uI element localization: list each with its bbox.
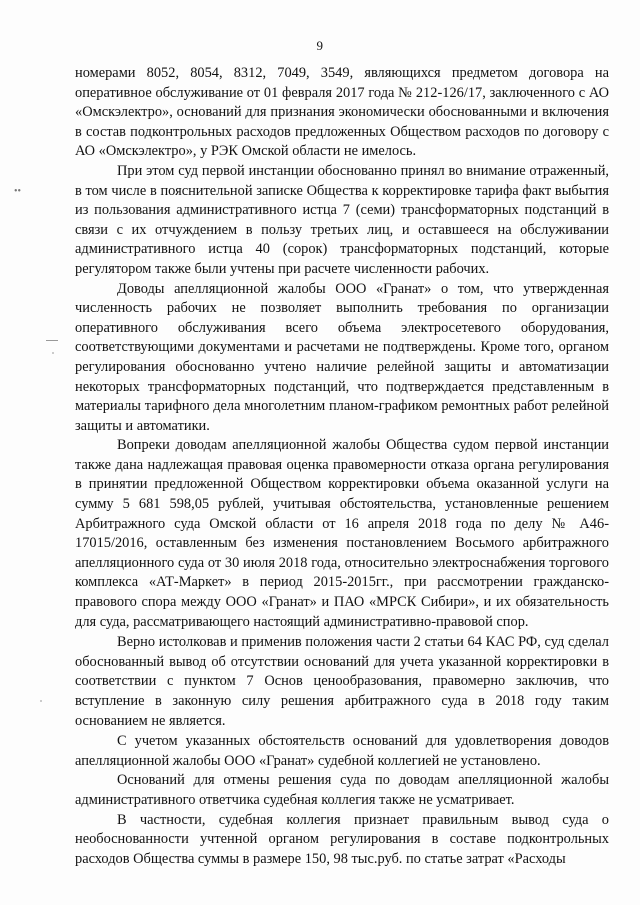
scan-speck	[40, 700, 42, 702]
page-number: 9	[316, 38, 324, 53]
paragraph-1: номерами 8052, 8054, 8312, 7049, 3549, являющихся предметом договора на оперативное обслуживание от 01 февраля 2017 года № 212-126/17, заключенного с АО «Омскэлектро», оснований для признания экономически обоснованными и включения в состав подконтрольных расходов предложенных Обществом расходов по договору с АО «Омскэлектро», у РЭК Омской области не имелось.	[75, 65, 609, 160]
paragraph-2: При этом суд первой инстанции обоснованно принял во внимание отраженный, в том числе в пояснительной записке Общества к корректировке тарифа факт выбытия из пользования административного истца 7 (семи) трансформаторных подстанций в связи с их отчуждением в пользу третьих лиц, и оставшееся на обслуживании административного истца 40 (сорок) трансформаторных подстанций, которые регулятором также были учтены при расчете численности рабочих.	[75, 162, 609, 277]
paragraph-5: Верно истолковав и применив положения части 2 статьи 64 КАС РФ, суд сделал обоснованный вывод об отсутствии оснований для учета указанной корректировки в соответствии с пунктом 7 Основ ценообразования, правомерно заключив, что вступление в законную силу решения арбитражного суда в 2018 году таким основанием не является.	[75, 634, 609, 729]
paragraph-8: В частности, судебная коллегия признает правильным вывод суда о необоснованности учтенной органом регулирования в составе подконтрольных расходов Общества суммы в размере 150, 98 тыс.руб. по статье затрат «Расходы	[75, 811, 609, 867]
paragraph-6: С учетом указанных обстоятельств оснований для удовлетворения доводов апелляционной жалобы ООО «Гранат» судебной коллегией не установлено.	[75, 733, 609, 769]
margin-dash	[46, 340, 58, 341]
document-body	[75, 64, 609, 869]
paragraph-3: Доводы апелляционной жалобы ООО «Гранат» о том, что утвержденная численность рабочих не позволяет выполнить требования по организации оперативного обслуживания всего объема электросетевого оборудования, соответствующими документами и расчетами не подтверждены. Кроме того, органом регулирования обоснованно учтено наличие релейной защиты и автоматизации некоторых трансформаторных подстанций, что подтверждается представленным в материалы тарифного дела многолетним планом-графиком ремонтных работ релейной защиты и автоматики.	[75, 280, 609, 434]
paragraph-7: Оснований для отмены решения суда по доводам апелляционной жалобы административного ответчика судебная коллегия также не усматривает.	[75, 772, 609, 808]
margin-mark: ••	[14, 186, 22, 197]
paragraph-4: Вопреки доводам апелляционной жалобы Общества судом первой инстанции также дана надлежащая правовая оценка правомерности отказа органа регулирования в принятии предложенной Обществом корректировки объема оказанной услуги на сумму 5 681 598,05 рублей, учитывая обстоятельства, установленные решением Арбитражного суда Омской области от 16 апреля 2018 года по делу № А46-17015/2016, оставленным без изменения постановлением Восьмого арбитражного апелляционного суда от 30 июля 2018 года, относительно электроснабжения торгового комплекса «АТ-Маркет» в период 2015-2015гг., при рассмотрении гражданско-правового спора между ООО «Гранат» и ПАО «МРСК Сибири», и их обязательность для суда, рассматривающего настоящий административно-правовой спор.	[75, 437, 609, 630]
scan-speck	[52, 352, 54, 354]
